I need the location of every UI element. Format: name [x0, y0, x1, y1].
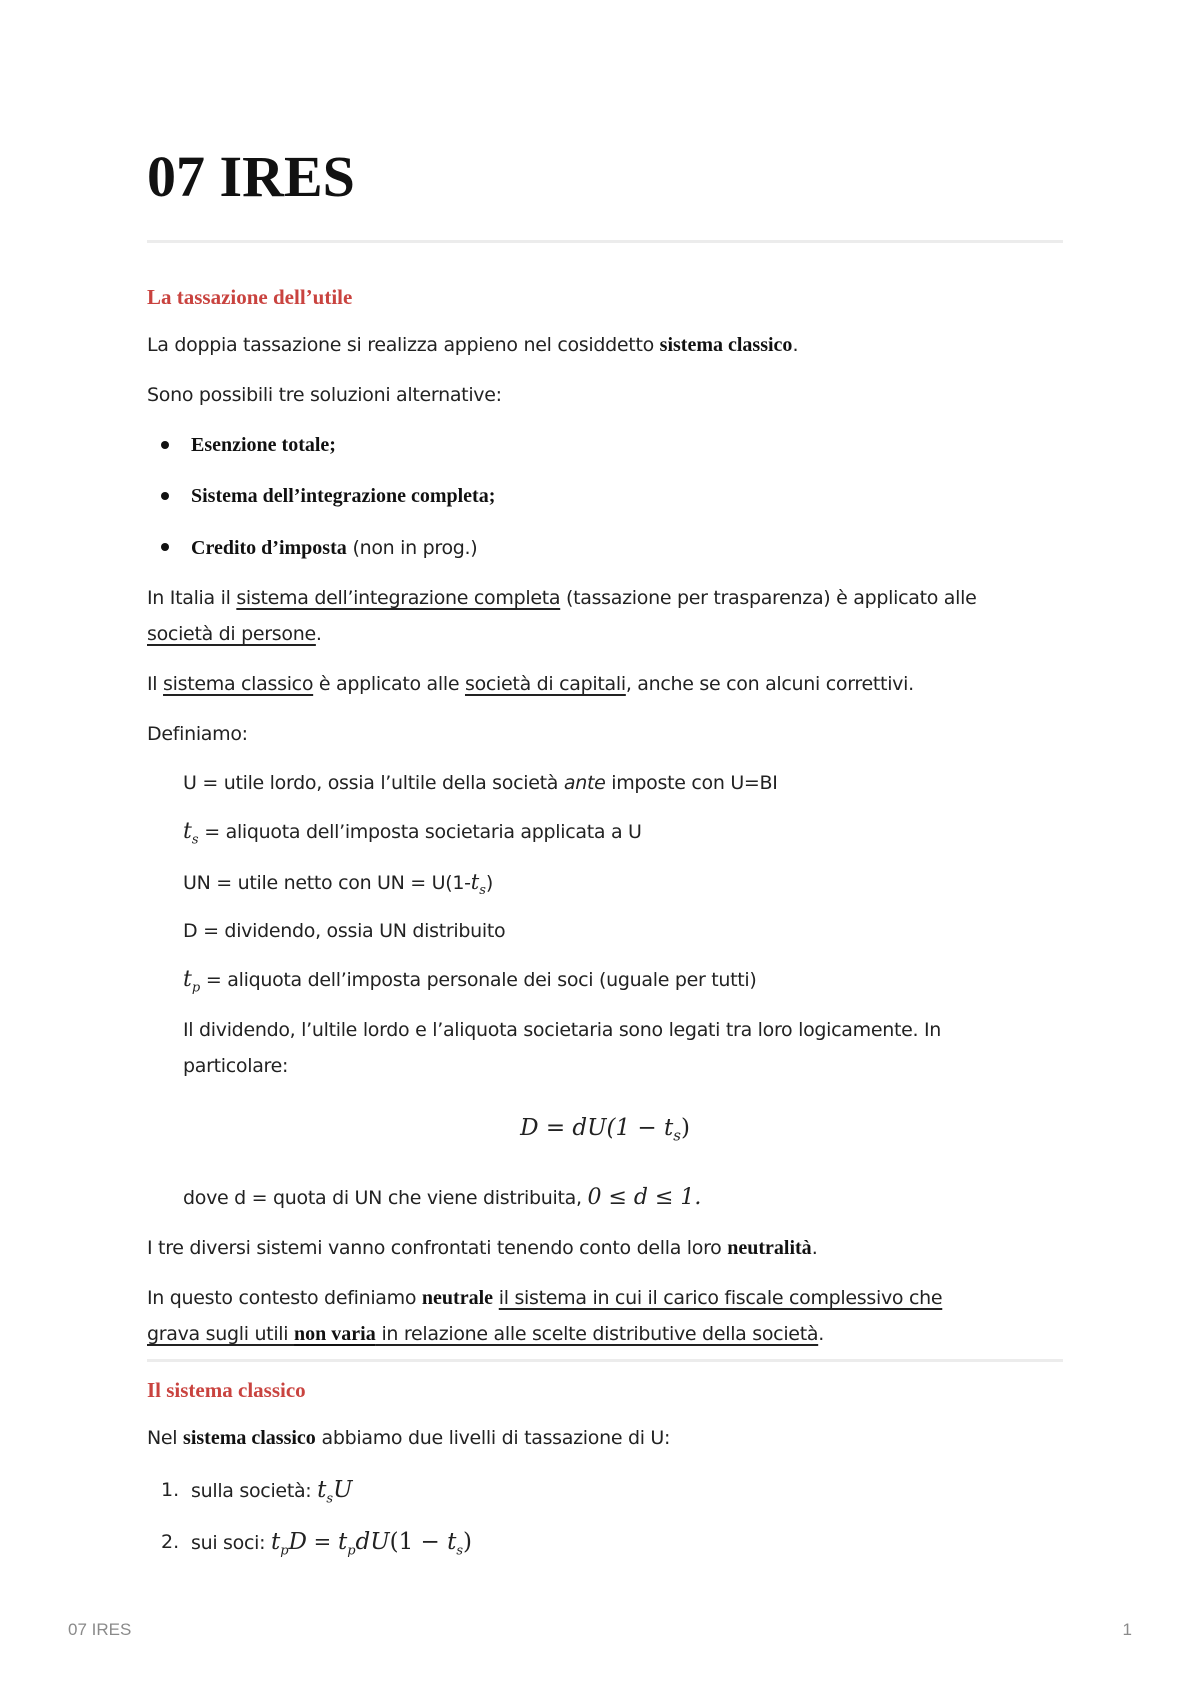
definition-u: U = utile lordo, ossia l’ultile della società ante imposte con U=BI	[183, 772, 778, 794]
formula-dividendo: $D = dU(1 - t_s)$	[520, 1115, 690, 1145]
list-item: Credito d’imposta (non in prog.)	[147, 529, 1063, 565]
paragraph-definiamo: Definiamo:	[147, 723, 248, 745]
list-item: Sistema dell’integrazione completa;	[147, 478, 1063, 514]
definition-d: D = dividendo, ossia UN distribuito	[183, 920, 506, 942]
paragraph-legame: Il dividendo, l’ultile lordo e l’aliquota societaria sono legati tra loro logicamente. In particolare:	[183, 1019, 942, 1077]
section-heading-tassazione: La tassazione dell’utile	[147, 285, 353, 309]
bullet-icon	[161, 441, 169, 449]
bullet-icon	[161, 492, 169, 500]
paragraph-doppia-tassazione: La doppia tassazione si realizza appieno nel cosiddetto sistema classico.	[147, 334, 799, 356]
definition-ts: $t_s$ = aliquota dell’imposta societaria applicata a U	[183, 819, 642, 848]
paragraph-quota: dove d = quota di UN che viene distribuita, 0 ≤ d ≤ 1.	[183, 1185, 702, 1210]
paragraph-neutralita: I tre diversi sistemi vanno confrontati tenendo conto della loro neutralità.	[147, 1237, 818, 1259]
section-heading-sistema-classico: Il sistema classico	[147, 1378, 306, 1402]
divider	[147, 1359, 1063, 1362]
bullet-icon	[161, 543, 169, 551]
page-number: 1	[1122, 1620, 1132, 1639]
list-item: 1. sulla società: $t_sU$	[161, 1477, 353, 1507]
definition-tp: $t_p$ = aliquota dell’imposta personale dei soci (uguale per tutti)	[183, 967, 757, 996]
paragraph-italia: In Italia il sistema dell’integrazione completa (tassazione per trasparenza) è applicato alle società di persone.	[147, 587, 977, 645]
page-title: 07 IRES	[147, 144, 355, 209]
list-item: 2. sui soci: $t_pD = t_pdU(1 - t_s)$	[161, 1529, 473, 1559]
divider	[147, 240, 1063, 243]
paragraph-sistema-classico: Il sistema classico è applicato alle società di capitali, anche se con alcuni correttivi.	[147, 673, 914, 695]
list-item: Esenzione totale;	[147, 427, 1063, 463]
definition-un: UN = utile netto con UN = $U(1-t_s)$	[183, 870, 493, 899]
paragraph-soluzioni: Sono possibili tre soluzioni alternative:	[147, 384, 502, 406]
footer-title: 07 IRES	[68, 1620, 132, 1639]
paragraph-livelli: Nel sistema classico abbiamo due livelli di tassazione di U:	[147, 1427, 671, 1449]
paragraph-neutrale: In questo contesto definiamo neutrale il sistema in cui il carico fiscale complessivo che grava sugli utili non varia in relazione alle scelte distributive della società.	[147, 1287, 943, 1345]
